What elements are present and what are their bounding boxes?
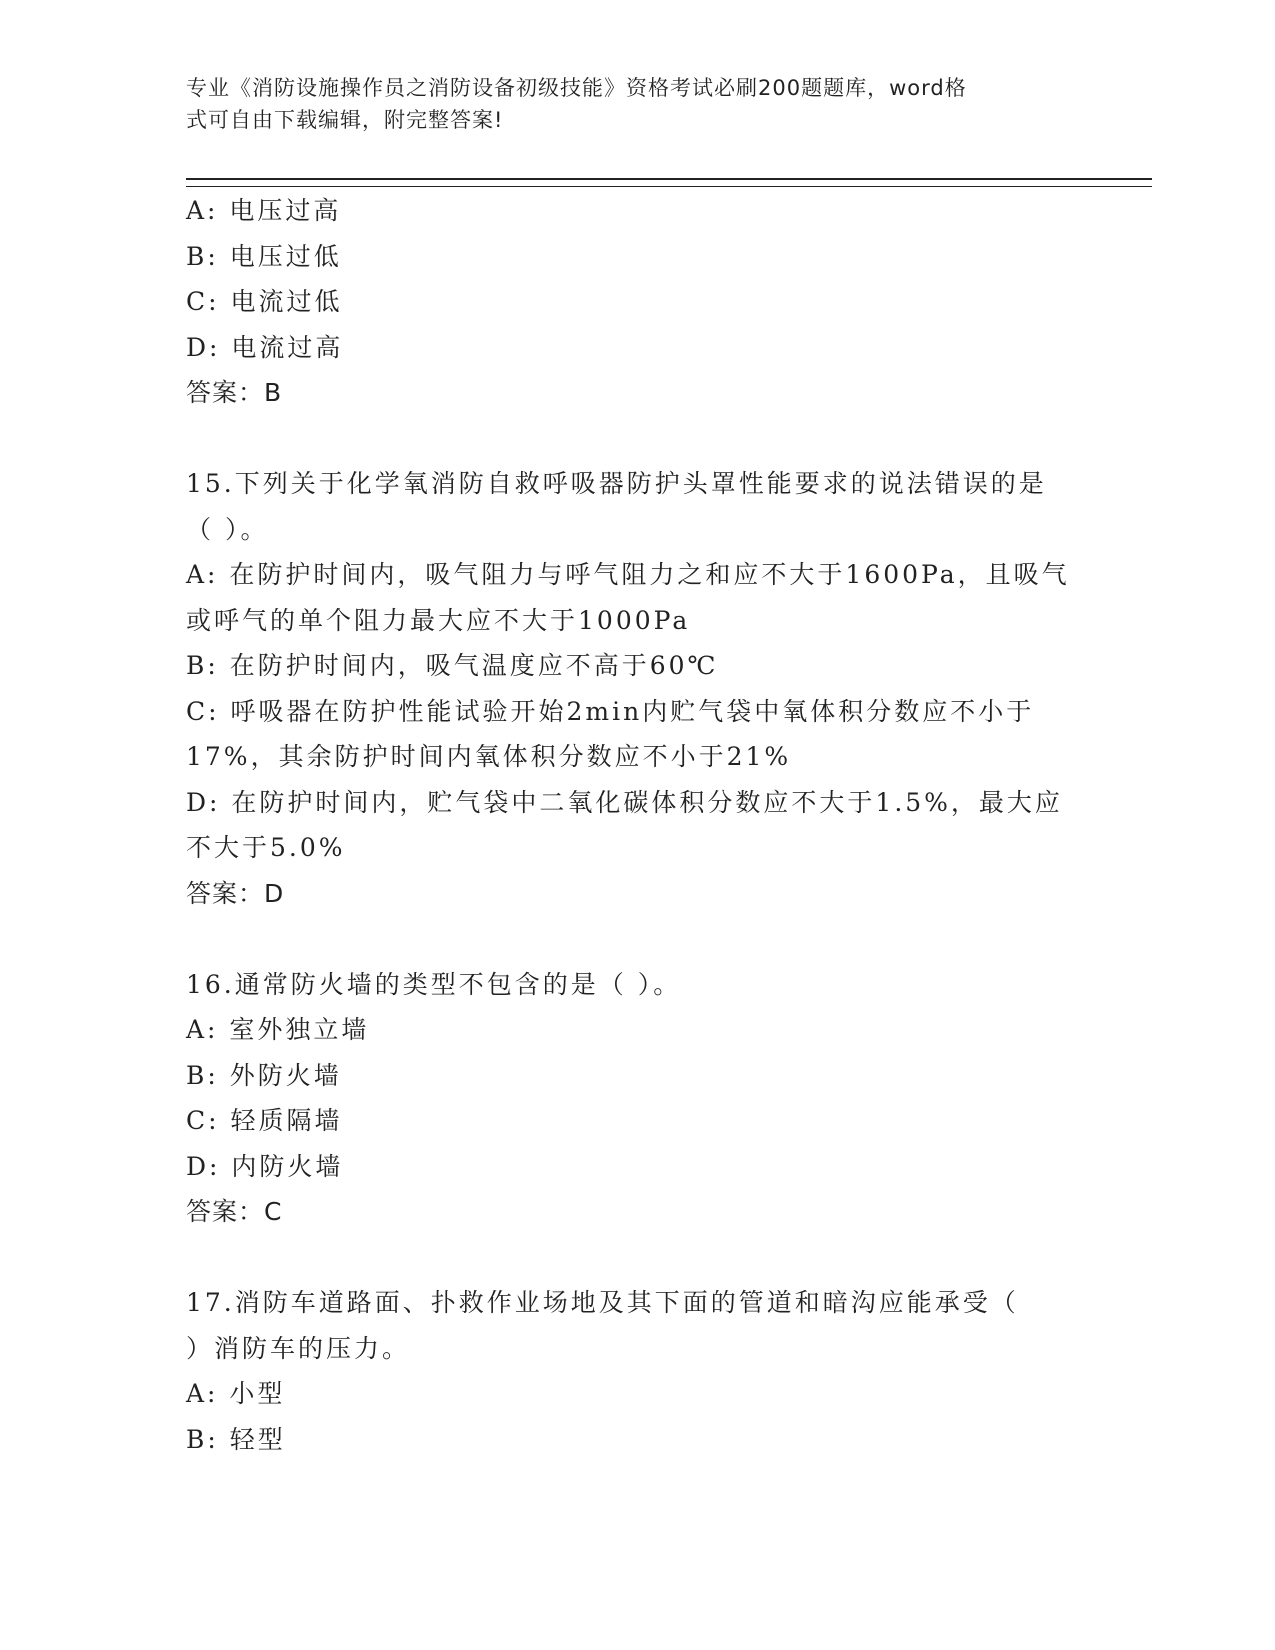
question-15-option-a: A: 在防护时间内，吸气阻力与呼气阻力之和应不大于1600Pa，且吸气 <box>186 560 1070 589</box>
header-line-1: 专业《消防设施操作员之消防设备初级技能》资格考试必刷200题题库，word格 <box>186 76 967 100</box>
header-divider <box>186 178 1152 187</box>
option-c: C: 电流过低 <box>186 287 343 316</box>
header-line-2: 式可自由下载编辑，附完整答案! <box>186 108 504 132</box>
question-15-stem-cont: （ ）。 <box>186 514 269 544</box>
question-16-option-a: A: 室外独立墙 <box>186 1015 370 1044</box>
question-17-option-a: A: 小型 <box>186 1379 286 1408</box>
question-15-option-b: B: 在防护时间内，吸气温度应不高于60℃ <box>186 651 719 680</box>
option-a: A: 电压过高 <box>186 196 342 225</box>
question-15-stem: 15.下列关于化学氧消防自救呼吸器防护头罩性能要求的说法错误的是 <box>186 469 1047 498</box>
question-15-option-c-cont: 17%，其余防护时间内氧体积分数应不小于21% <box>186 742 792 771</box>
document-header <box>186 72 1066 136</box>
question-content <box>186 188 1086 1462</box>
question-15-option-d-cont: 不大于5.0% <box>186 833 346 862</box>
question-16-stem: 16.通常防火墙的类型不包含的是（ ）。 <box>186 969 682 999</box>
option-b: B: 电压过低 <box>186 241 342 271</box>
question-17-stem: 17.消防车道路面、扑救作业场地及其下面的管道和暗沟应能承受（ <box>186 1288 1019 1317</box>
question-16-option-c: C: 轻质隔墙 <box>186 1106 343 1135</box>
question-15-option-c: C: 呼吸器在防护性能试验开始2min内贮气袋中氧体积分数应不小于 <box>186 696 1035 726</box>
question-15-option-a-cont: 或呼气的单个阻力最大应不大于1000Pa <box>186 605 691 635</box>
question-17-option-b: B: 轻型 <box>186 1424 286 1454</box>
question-17-stem-cont: ）消防车的压力。 <box>186 1333 411 1363</box>
option-d: D: 电流过高 <box>186 332 344 362</box>
question-16-option-d: D: 内防火墙 <box>186 1151 344 1181</box>
answer-line: 答案：B <box>186 378 283 407</box>
question-16-answer: 答案：C <box>186 1197 283 1226</box>
question-15-answer: 答案：D <box>186 878 285 908</box>
question-15-option-d: D: 在防护时间内，贮气袋中二氧化碳体积分数应不大于1.5%，最大应 <box>186 787 1063 817</box>
question-16-option-b: B: 外防火墙 <box>186 1060 342 1090</box>
